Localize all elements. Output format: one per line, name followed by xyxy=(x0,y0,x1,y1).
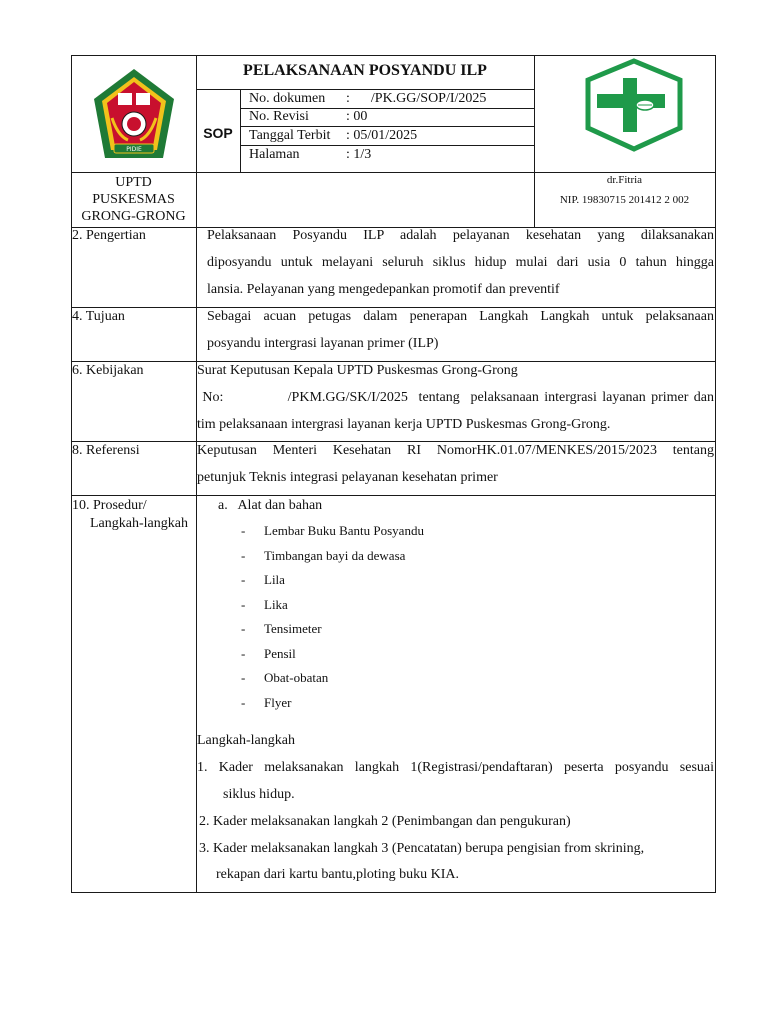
list-item: Tensimeter xyxy=(264,621,322,636)
issue-date-label: Tanggal Terbit xyxy=(249,128,331,143)
doc-no-value: : /PK.GG/SOP/I/2025 xyxy=(346,91,487,106)
kebijakan-text-line-2: No: /PKM.GG/SK/I/2025 tentang pelaksanaan intergrasi layanan primer dan xyxy=(197,390,714,405)
table-border-bottom xyxy=(71,892,716,893)
kebijakan-text-line-3: tim pelaksanaan intergrasi layanan kerja UPTD Puskesmas Grong-Grong. xyxy=(197,417,611,432)
step-1-line-2: siklus hidup. xyxy=(223,787,295,802)
table-border-right xyxy=(715,55,716,893)
revision-label: No. Revisi xyxy=(249,109,309,124)
pengertian-text-line-3: lansia. Pelayanan yang mengedepankan promotif dan preventif xyxy=(207,282,560,297)
org-line-1: UPTD xyxy=(115,175,152,190)
org-line-3: GRONG-GRONG xyxy=(81,209,186,224)
page-label: Halaman xyxy=(249,147,300,162)
row-divider-prosedur xyxy=(71,495,716,496)
list-bullet: - xyxy=(241,523,246,538)
kebijakan-label: 6. Kebijakan xyxy=(72,363,144,378)
list-bullet: - xyxy=(241,621,246,636)
prosedur-label-line-1: 10. Prosedur/ xyxy=(72,498,147,513)
tujuan-label: 4. Tujuan xyxy=(72,309,125,324)
list-item: Timbangan bayi da dewasa xyxy=(264,548,406,563)
puskesmas-logo xyxy=(583,58,685,152)
table-border-top xyxy=(71,55,716,56)
list-item: Pensil xyxy=(264,646,296,661)
tujuan-text-line-2: posyandu intergrasi layanan primer (ILP) xyxy=(207,336,439,351)
list-item: Obat-obatan xyxy=(264,670,329,685)
signer-name: dr.Fitria xyxy=(606,174,643,186)
left-logo-text: PIDIE xyxy=(126,146,142,153)
issue-date-value: : 05/01/2025 xyxy=(346,128,418,143)
list-item: Lembar Buku Bantu Posyandu xyxy=(264,523,424,538)
list-bullet: - xyxy=(241,646,246,661)
list-bullet: - xyxy=(241,695,246,710)
alat-bahan-subheading: a. Alat dan bahan xyxy=(218,498,323,513)
pidie-regency-logo xyxy=(92,66,176,162)
referensi-label: 8. Referensi xyxy=(72,443,140,458)
tujuan-text-line-1: Sebagai acuan petugas dalam penerapan Langkah Langkah untuk pelaksanaan xyxy=(207,309,714,324)
sop-label: SOP xyxy=(203,125,233,141)
pengertian-label: 2. Pengertian xyxy=(72,228,146,243)
prosedur-label-line-2: Langkah-langkah xyxy=(90,516,188,531)
referensi-text-line-2: petunjuk Teknis integrasi pelayanan kesehatan primer xyxy=(197,470,498,485)
list-bullet: - xyxy=(241,548,246,563)
kebijakan-text-line-1: Surat Keputusan Kepala UPTD Puskesmas Grong-Grong xyxy=(197,363,518,378)
document-title: PELAKSANAAN POSYANDU ILP xyxy=(243,62,487,79)
referensi-text-line-1: Keputusan Menteri Kesehatan RI NomorHK.01.07/MENKES/2015/2023 tentang xyxy=(197,443,714,458)
org-line-2: PUSKESMAS xyxy=(92,192,175,207)
list-item: Lila xyxy=(264,572,285,587)
sop-divider xyxy=(240,89,241,173)
revision-value: : 00 xyxy=(346,109,368,124)
list-item: Lika xyxy=(264,597,288,612)
page-value: : 1/3 xyxy=(346,147,372,162)
steps-heading: Langkah-langkah xyxy=(197,733,295,748)
doc-no-label: No. dokumen xyxy=(249,91,326,106)
list-bullet: - xyxy=(241,670,246,685)
pengertian-text-line-2: diposyandu untuk melayani seluruh siklus hidup mulai dari usia 0 tahun hingga xyxy=(207,255,714,270)
step-1-line-1: 1. Kader melaksanakan langkah 1(Registrasi/pendaftaran) peserta posyandu sesuai xyxy=(197,760,714,775)
step-3-line-2: rekapan dari kartu bantu,ploting buku KIA. xyxy=(216,867,459,882)
step-3-line-1: 3. Kader melaksanakan langkah 3 (Pencatatan) berupa pengisian from skrining, xyxy=(199,841,645,856)
signer-nip: NIP. 19830715 201412 2 002 xyxy=(559,194,690,206)
list-item: Flyer xyxy=(264,695,292,710)
pengertian-text-line-1: Pelaksanaan Posyandu ILP adalah pelayanan kesehatan yang dilaksanakan xyxy=(207,228,714,243)
list-bullet: - xyxy=(241,597,246,612)
step-2: 2. Kader melaksanakan langkah 2 (Penimbangan dan pengukuran) xyxy=(199,814,571,829)
list-bullet: - xyxy=(241,572,246,587)
